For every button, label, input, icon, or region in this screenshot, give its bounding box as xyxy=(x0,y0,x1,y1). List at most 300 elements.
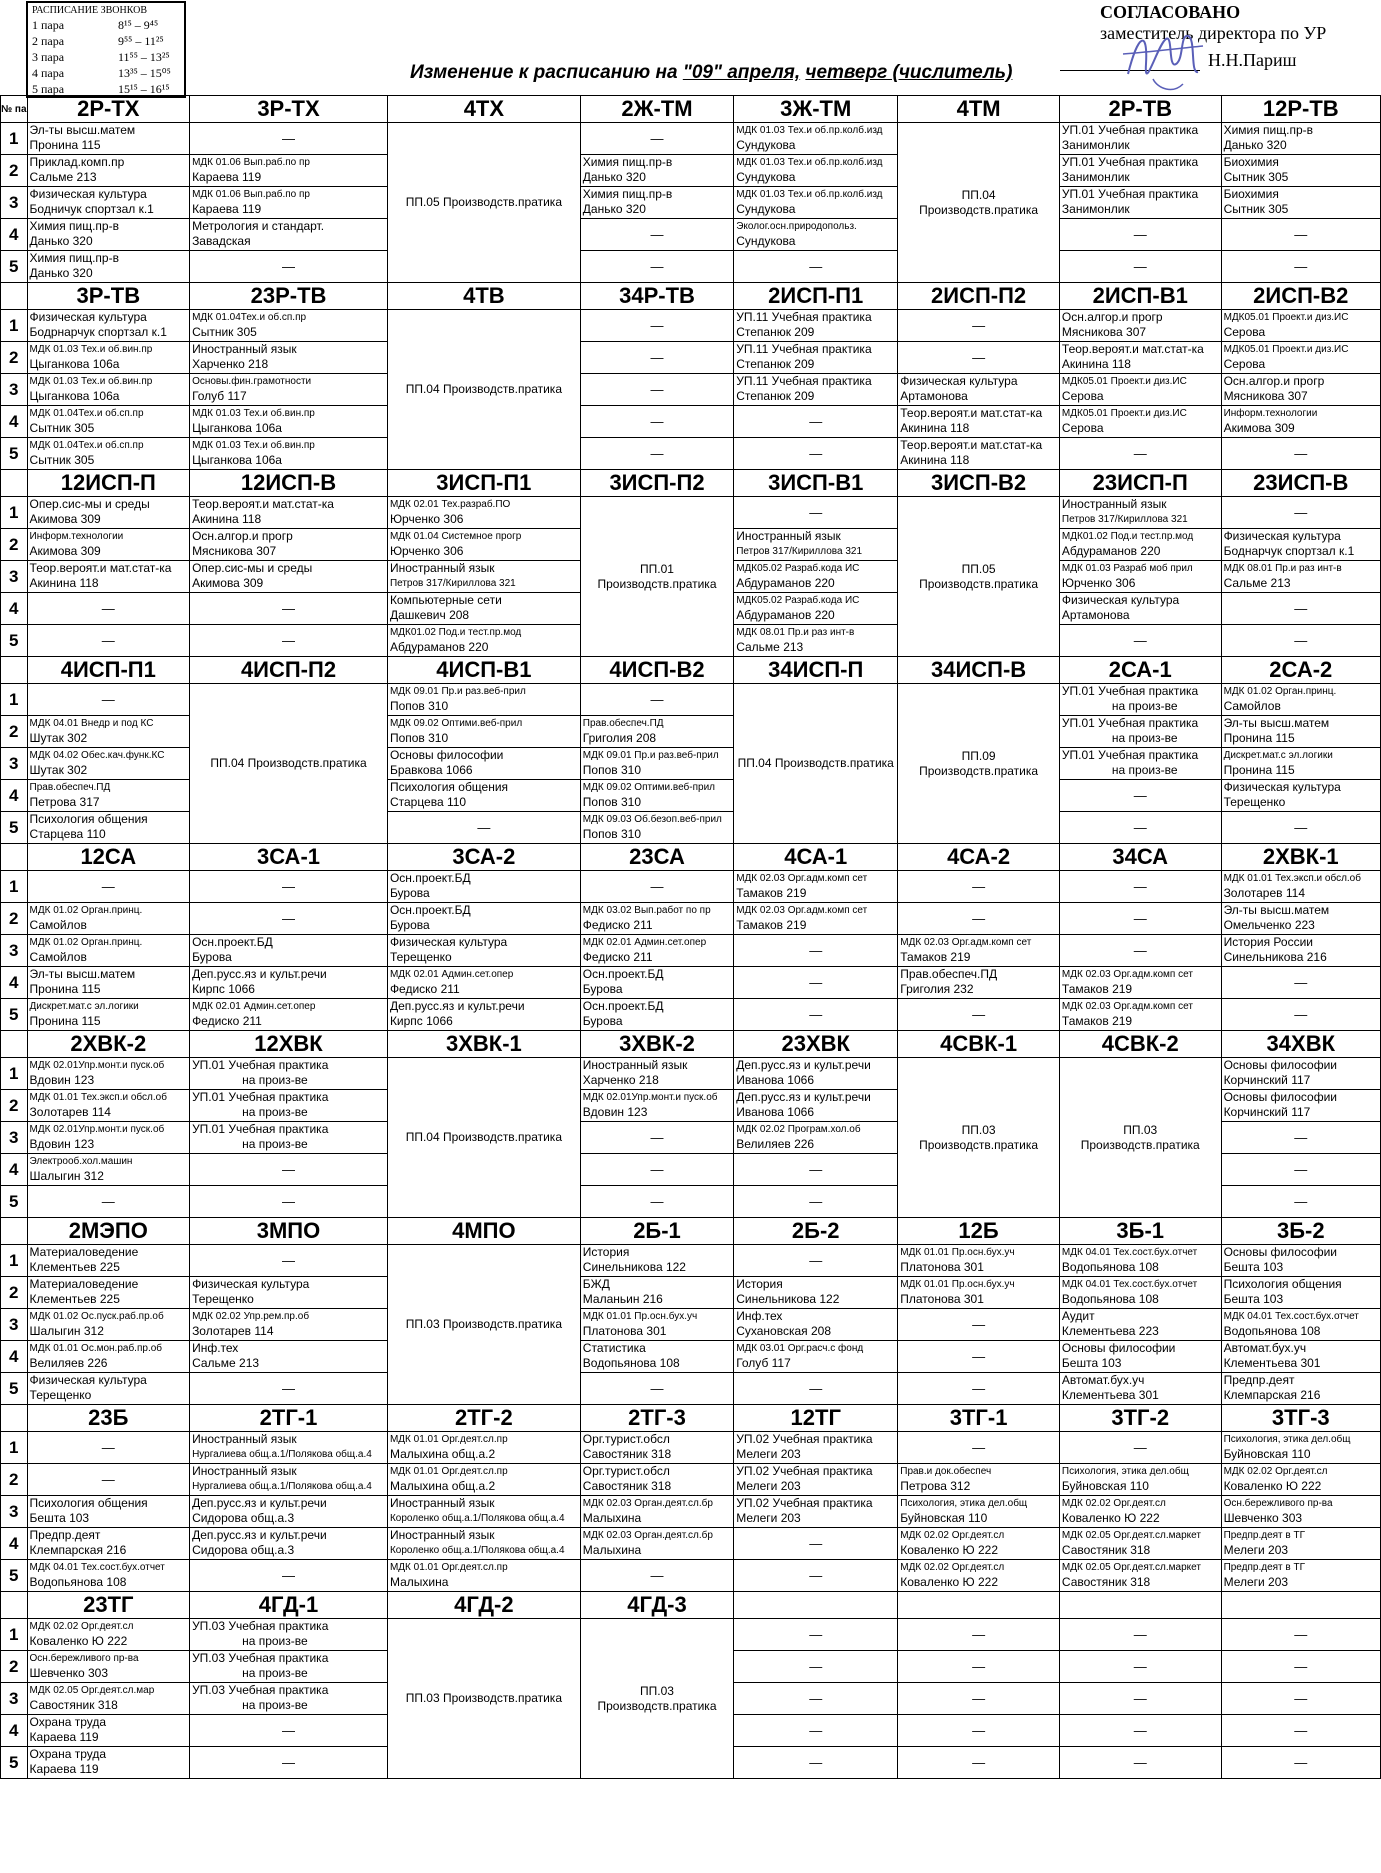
lesson-cell: МДК 02.01 Админ.сет.опер Федиско 211 xyxy=(387,967,580,999)
group-name: 3ТГ-1 xyxy=(898,1405,1060,1432)
pair-number: 5 xyxy=(1,1373,28,1405)
pair-number: 1 xyxy=(1,1432,28,1464)
lesson-cell: Прав.и док.обеспеч Петрова 312 xyxy=(898,1464,1060,1496)
lesson-cell: — xyxy=(580,406,733,438)
lesson-cell: Предпр.деят в ТГ Мелеги 203 xyxy=(1221,1560,1380,1592)
lesson-cell: УП.01 Учебная практика Занимонлик xyxy=(1059,123,1221,155)
group-name: 4ГД-2 xyxy=(387,1592,580,1619)
lesson-cell: УП.02 Учебная практика Мелеги 203 xyxy=(734,1464,898,1496)
group-name: 34ИСП-П xyxy=(734,657,898,684)
lesson-cell: — xyxy=(734,497,898,529)
lesson-cell: Психология общения Старцева 110 xyxy=(27,812,190,844)
lesson-cell: — xyxy=(898,1747,1060,1779)
lesson-cell: Теор.вероят.и мат.стат-ка Акинина 118 xyxy=(190,497,388,529)
lesson-cell: — xyxy=(580,684,733,716)
lesson-cell: УП.11 Учебная практика Степанюк 209 xyxy=(734,374,898,406)
lesson-cell: УП.11 Учебная практика Степанюк 209 xyxy=(734,342,898,374)
lesson-cell: УП.02 Учебная практика Мелеги 203 xyxy=(734,1432,898,1464)
lesson-row xyxy=(1,1432,1381,1464)
bell-time: 11⁵⁵ – 13²⁵ xyxy=(118,50,170,64)
group-name: 23ИСП-П xyxy=(1059,470,1221,497)
lesson-cell: Инф.тех Сальме 213 xyxy=(190,1341,388,1373)
pair-number: 5 xyxy=(1,812,28,844)
lesson-row xyxy=(1,187,1381,219)
pair-number: 3 xyxy=(1,1309,28,1341)
group-name: 23ТГ xyxy=(27,1592,190,1619)
lesson-cell: МДК05.01 Проект.и диз.ИС Серова xyxy=(1059,406,1221,438)
lesson-cell: МДК 02.03 Орг.адм.комп сет Тамаков 219 xyxy=(734,871,898,903)
lesson-cell: МДК 09.01 Пр.и раз.веб-прил Попов 310 xyxy=(580,748,733,780)
lesson-cell: — xyxy=(1059,219,1221,251)
group-name: 12СА xyxy=(27,844,190,871)
signature-mark xyxy=(1118,24,1208,98)
pair-number: 5 xyxy=(1,999,28,1031)
lesson-row xyxy=(1,374,1381,406)
lesson-cell: Физическая культура Артамонова xyxy=(898,374,1060,406)
bell-pair-number: 3 пара xyxy=(32,50,65,64)
pair-number: 4 xyxy=(1,967,28,999)
lesson-cell: МДК 01.01 Орг.деят.сл.пр Малыхина общ.а.2 xyxy=(387,1432,580,1464)
lesson-row xyxy=(1,967,1381,999)
group-name: 34СА xyxy=(1059,844,1221,871)
group-name: 3ИСП-В2 xyxy=(898,470,1060,497)
lesson-cell: МДК 01.01 Пр.осн.бух.уч Платонова 301 xyxy=(580,1309,733,1341)
lesson-cell: МДК 04.01 Тех.сост.бух.отчет Водопьянова 108 xyxy=(27,1560,190,1592)
group-name: 2СА-2 xyxy=(1221,657,1380,684)
lesson-cell: — xyxy=(1059,625,1221,657)
lesson-cell: Физическая культура Терещенко xyxy=(1221,780,1380,812)
pair-number: 3 xyxy=(1,1683,28,1715)
lesson-cell: — xyxy=(1221,1619,1380,1651)
pair-number: 5 xyxy=(1,1747,28,1779)
lesson-cell: УП.01 Учебная практика Занимонлик xyxy=(1059,187,1221,219)
lesson-cell: ПП.05 Производств.пратика xyxy=(898,497,1060,657)
group-name: 12ИСП-П xyxy=(27,470,190,497)
lesson-cell: — xyxy=(190,871,388,903)
group-name: 4СВК-1 xyxy=(898,1031,1060,1058)
lesson-row xyxy=(1,406,1381,438)
group-name: 4ИСП-В1 xyxy=(387,657,580,684)
lesson-cell: — xyxy=(1059,1715,1221,1747)
lesson-cell: УП.03 Учебная практика на произ-ве xyxy=(190,1619,388,1651)
group-name: 34ИСП-В xyxy=(898,657,1060,684)
pair-number: 3 xyxy=(1,187,28,219)
group-name xyxy=(898,1592,1060,1619)
lesson-cell: Осн.алгор.и прогр Мясникова 307 xyxy=(190,529,388,561)
lesson-cell: Прав.обеспеч.ПД Григолия 208 xyxy=(580,716,733,748)
lesson-cell: — xyxy=(734,1154,898,1186)
group-name: 2ИСП-П1 xyxy=(734,283,898,310)
lesson-cell: — xyxy=(734,1715,898,1747)
group-name: 3Р-ТХ xyxy=(190,96,388,123)
lesson-cell: — xyxy=(898,1309,1060,1341)
lesson-cell: — xyxy=(580,219,733,251)
lesson-cell: УП.01 Учебная практика на произ-ве xyxy=(1059,748,1221,780)
lesson-cell: — xyxy=(27,684,190,716)
lesson-cell: МДК 02.03 Орг.адм.комп сет Тамаков 219 xyxy=(1059,967,1221,999)
pair-number: 2 xyxy=(1,903,28,935)
lesson-cell: Химия пищ.пр-в Данько 320 xyxy=(580,187,733,219)
bell-row xyxy=(32,65,184,81)
bell-schedule xyxy=(26,1,186,98)
lesson-cell: — xyxy=(898,1341,1060,1373)
lesson-cell: Информ.технологии Акимова 309 xyxy=(27,529,190,561)
lesson-cell: Психология, этика дел.общ Буйновская 110 xyxy=(898,1496,1060,1528)
lesson-cell: Предпр.деят в ТГ Мелеги 203 xyxy=(1221,1528,1380,1560)
lesson-cell: МДК 02.02 Орг.деят.сл Коваленко Ю 222 xyxy=(1221,1464,1380,1496)
lesson-cell: МДК 02.01Упр.монт.и пуск.об Вдовин 123 xyxy=(27,1122,190,1154)
lesson-cell: МДК 01.03 Разраб моб прил Юрченко 306 xyxy=(1059,561,1221,593)
group-name xyxy=(734,1592,898,1619)
lesson-cell: МДК 03.01 Орг.расч.с фонд Голуб 117 xyxy=(734,1341,898,1373)
lesson-cell: Физическая культура Боднарчук спортзал к.1 xyxy=(1221,529,1380,561)
group-name: 23ХВК xyxy=(734,1031,898,1058)
group-name: 2МЭПО xyxy=(27,1218,190,1245)
lesson-cell: МДК05.02 Разраб.кода ИС Абдураманов 220 xyxy=(734,593,898,625)
group-name: 4СВК-2 xyxy=(1059,1031,1221,1058)
group-name: 2Ж-ТМ xyxy=(580,96,733,123)
lesson-cell: МДК 02.05 Орг.деят.сл.мар Савостяник 318 xyxy=(27,1683,190,1715)
lesson-cell: Основы философии Бешта 103 xyxy=(1059,1341,1221,1373)
pair-number: 3 xyxy=(1,1496,28,1528)
lesson-cell: Физическая культура Терещенко xyxy=(27,1373,190,1405)
lesson-cell: МДК 02.01 Тех.разраб.ПО Юрченко 306 xyxy=(387,497,580,529)
group-name: 2ТГ-3 xyxy=(580,1405,733,1432)
pair-number: 2 xyxy=(1,716,28,748)
lesson-cell: Приклад.комп.пр Сальме 213 xyxy=(27,155,190,187)
lesson-cell: Основы философии Корчинский 117 xyxy=(1221,1058,1380,1090)
lesson-row xyxy=(1,903,1381,935)
lesson-cell: МДК 01.02 Орган.принц. Самойлов xyxy=(1221,684,1380,716)
group-name: 3ИСП-В1 xyxy=(734,470,898,497)
lesson-cell: ПП.01 Производств.пратика xyxy=(580,497,733,657)
lesson-cell: ПП.03 Производств.пратика xyxy=(1059,1058,1221,1218)
lesson-cell: МДК 02.03 Орг.адм.комп сет Тамаков 219 xyxy=(734,903,898,935)
group-name: 3СА-1 xyxy=(190,844,388,871)
pair-number: 1 xyxy=(1,497,28,529)
group-name: 4ИСП-В2 xyxy=(580,657,733,684)
lesson-cell: МДК 01.04Тех.и об.сп.пр Сытник 305 xyxy=(190,310,388,342)
pair-number: 5 xyxy=(1,1186,28,1218)
lesson-row xyxy=(1,497,1381,529)
lesson-cell: УП.01 Учебная практика на произ-ве xyxy=(1059,684,1221,716)
lesson-cell: — xyxy=(734,1186,898,1218)
lesson-cell: Осн.алгор.и прогр Мясникова 307 xyxy=(1221,374,1380,406)
lesson-cell: — xyxy=(1221,812,1380,844)
lesson-cell: УП.03 Учебная практика на произ-ве xyxy=(190,1683,388,1715)
lesson-cell: МДК 01.02 Ос.пуск.раб.пр.об Шалыгин 312 xyxy=(27,1309,190,1341)
lesson-cell: — xyxy=(580,1560,733,1592)
pair-number: 1 xyxy=(1,871,28,903)
lesson-row xyxy=(1,684,1381,716)
group-name: 4ТВ xyxy=(387,283,580,310)
lesson-cell: — xyxy=(580,438,733,470)
lesson-cell: Физическая культура Терещенко xyxy=(190,1277,388,1309)
bell-time: 15¹⁵ – 16¹⁵ xyxy=(118,82,170,96)
lesson-cell: — xyxy=(1221,625,1380,657)
lesson-cell: Иностранный язык Нургалиева общ.а.1/Полякова общ.а.4 xyxy=(190,1432,388,1464)
lesson-row xyxy=(1,1341,1381,1373)
lesson-cell: Автомат.бух.уч Клементьева 301 xyxy=(1221,1341,1380,1373)
group-name: 12ТГ xyxy=(734,1405,898,1432)
lesson-cell: — xyxy=(898,999,1060,1031)
group-name: 3ИСП-П2 xyxy=(580,470,733,497)
group-name: 3Б-1 xyxy=(1059,1218,1221,1245)
lesson-cell: Иностранный язык Петров 317/Кириллова 321 xyxy=(734,529,898,561)
lesson-cell: МДК 02.01 Админ.сет.опер Федиско 211 xyxy=(190,999,388,1031)
pair-number: 4 xyxy=(1,406,28,438)
bell-row xyxy=(32,49,184,65)
group-header-row xyxy=(1,1218,1381,1245)
pair-number: 5 xyxy=(1,438,28,470)
lesson-cell: МДК 02.01Упр.монт.и пуск.об Вдовин 123 xyxy=(27,1058,190,1090)
title-date: "09" апреля, xyxy=(682,62,801,83)
lesson-cell: ПП.05 Производств.пратика xyxy=(387,123,580,283)
pair-number: 2 xyxy=(1,342,28,374)
lesson-cell: МДК 09.01 Пр.и раз.веб-прил Попов 310 xyxy=(387,684,580,716)
lesson-cell: Орг.турист.обсл Савостяник 318 xyxy=(580,1464,733,1496)
lesson-cell: Основы.фин.грамотности Голуб 117 xyxy=(190,374,388,406)
lesson-cell: — xyxy=(1221,1683,1380,1715)
lesson-cell: Информ.технологии Акимова 309 xyxy=(1221,406,1380,438)
lesson-cell: Иностранный язык Короленко общ.а.1/Полякова общ.а.4 xyxy=(387,1496,580,1528)
lesson-cell: МДК 02.03 Орган.деят.сл.бр Малыхина xyxy=(580,1496,733,1528)
group-name: 3Р-ТВ xyxy=(27,283,190,310)
lesson-cell: МДК 02.03 Орг.адм.комп сет Тамаков 219 xyxy=(1059,999,1221,1031)
approval-subtitle: заместитель директора по УР xyxy=(1100,23,1327,43)
page-title xyxy=(410,62,1012,84)
lesson-cell: История Синельникова 122 xyxy=(734,1277,898,1309)
lesson-cell: — xyxy=(1059,1651,1221,1683)
group-name: 3ХВК-1 xyxy=(387,1031,580,1058)
group-name: 4ГД-1 xyxy=(190,1592,388,1619)
group-name: 12Б xyxy=(898,1218,1060,1245)
lesson-cell: — xyxy=(1221,497,1380,529)
lesson-cell: — xyxy=(190,123,388,155)
group-header-row xyxy=(1,1031,1381,1058)
lesson-cell: — xyxy=(1221,438,1380,470)
pair-number: 3 xyxy=(1,935,28,967)
lesson-cell: Основы философии Корчинский 117 xyxy=(1221,1090,1380,1122)
pair-number-header xyxy=(1,283,28,310)
pair-number: 5 xyxy=(1,251,28,283)
group-name: 3Б-2 xyxy=(1221,1218,1380,1245)
pair-number: 2 xyxy=(1,155,28,187)
lesson-row xyxy=(1,438,1381,470)
lesson-cell: Иностранный язык Петров 317/Кириллова 321 xyxy=(387,561,580,593)
lesson-cell: Осн.проект.БД Бурова xyxy=(387,871,580,903)
lesson-row xyxy=(1,1245,1381,1277)
lesson-row xyxy=(1,342,1381,374)
pair-number: 1 xyxy=(1,684,28,716)
lesson-cell: Опер.сис-мы и среды Акимова 309 xyxy=(27,497,190,529)
lesson-cell: — xyxy=(734,438,898,470)
group-name: 23Б xyxy=(27,1405,190,1432)
lesson-cell: МДК 01.03 Тех.и об.вин.пр Цыганкова 106а xyxy=(27,342,190,374)
lesson-cell: — xyxy=(898,310,1060,342)
lesson-cell: — xyxy=(1221,967,1380,999)
lesson-cell: Предпр.деят Клемпарская 216 xyxy=(27,1528,190,1560)
group-name: 4ТМ xyxy=(898,96,1060,123)
lesson-cell: Физическая культура Бодрнарчук спортзал к.1 xyxy=(27,310,190,342)
pair-number-header xyxy=(1,844,28,871)
lesson-cell: МДК05.01 Проект.и диз.ИС Серова xyxy=(1221,310,1380,342)
lesson-cell: — xyxy=(1059,438,1221,470)
lesson-cell: — xyxy=(898,1715,1060,1747)
lesson-cell: — xyxy=(734,999,898,1031)
pair-number: 3 xyxy=(1,561,28,593)
lesson-cell: УП.11 Учебная практика Степанюк 209 xyxy=(734,310,898,342)
pair-number: 1 xyxy=(1,1245,28,1277)
group-name: 23СА xyxy=(580,844,733,871)
lesson-cell: МДК 01.01 Орг.деят.сл.пр Малыхина xyxy=(387,1560,580,1592)
group-name: 2ИСП-П2 xyxy=(898,283,1060,310)
lesson-cell: Иностранный язык Нургалиева общ.а.1/Полякова общ.а.4 xyxy=(190,1464,388,1496)
pair-number: 1 xyxy=(1,310,28,342)
lesson-cell: ПП.03 Производств.пратика xyxy=(580,1619,733,1779)
lesson-cell: — xyxy=(580,123,733,155)
lesson-cell: МДК 01.03 Тех.и об.вин.пр Цыганкова 106а xyxy=(190,406,388,438)
lesson-cell: Иностранный язык Харченко 218 xyxy=(190,342,388,374)
group-name: 4МПО xyxy=(387,1218,580,1245)
lesson-cell: Автомат.бух.уч Клементьева 301 xyxy=(1059,1373,1221,1405)
group-name: 3ТГ-2 xyxy=(1059,1405,1221,1432)
lesson-cell: — xyxy=(1221,1186,1380,1218)
lesson-cell: — xyxy=(190,1154,388,1186)
lesson-cell: МДК01.02 Под.и тест.пр.мод Абдураманов 220 xyxy=(387,625,580,657)
lesson-cell: Осн.бережливого пр-ва Шевченко 303 xyxy=(1221,1496,1380,1528)
lesson-cell: — xyxy=(734,1683,898,1715)
lesson-cell: МДК05.02 Разраб.кода ИС Абдураманов 220 xyxy=(734,561,898,593)
lesson-row xyxy=(1,155,1381,187)
group-name: 3ХВК-2 xyxy=(580,1031,733,1058)
group-header-row xyxy=(1,844,1381,871)
bell-time: 8¹⁵ – 9⁴⁵ xyxy=(118,18,159,32)
group-name: 2СА-1 xyxy=(1059,657,1221,684)
group-name: 12Р-ТВ xyxy=(1221,96,1380,123)
lesson-cell: МДК 01.03 Тех.и об.пр.колб.изд Сундукова xyxy=(734,187,898,219)
lesson-cell: Эл-ты высш.матем Пронина 115 xyxy=(27,123,190,155)
lesson-cell: — xyxy=(898,903,1060,935)
lesson-cell: МДК 02.03 Орг.адм.комп сет Тамаков 219 xyxy=(898,935,1060,967)
pair-number-header xyxy=(1,1218,28,1245)
lesson-cell: МДК 01.03 Тех.и об.вин.пр Цыганкова 106а xyxy=(27,374,190,406)
pair-number: 5 xyxy=(1,1560,28,1592)
group-name: 12ХВК xyxy=(190,1031,388,1058)
lesson-cell: МДК 04.01 Тех.сост.бух.отчет Водопьянова 108 xyxy=(1059,1277,1221,1309)
approver-name: Н.Н.Париш xyxy=(1208,50,1297,70)
lesson-cell: МДК01.02 Под.и тест.пр.мод Абдураманов 220 xyxy=(1059,529,1221,561)
lesson-cell: МДК 01.01 Тех.эксп.и обсл.об Золотарев 114 xyxy=(27,1090,190,1122)
lesson-cell: ПП.04 Производств.пратика xyxy=(898,123,1060,283)
lesson-cell: — xyxy=(190,593,388,625)
lesson-cell: Психология, этика дел.общ Буйновская 110 xyxy=(1059,1464,1221,1496)
lesson-cell: — xyxy=(190,903,388,935)
lesson-cell: МДК 02.01 Админ.сет.опер Федиско 211 xyxy=(580,935,733,967)
group-name: 4ТХ xyxy=(387,96,580,123)
lesson-cell: МДК05.01 Проект.и диз.ИС Серова xyxy=(1059,374,1221,406)
lesson-cell: — xyxy=(734,967,898,999)
lesson-cell: Инф.тех Сухановская 208 xyxy=(734,1309,898,1341)
pair-number: 2 xyxy=(1,529,28,561)
group-name: 4ГД-3 xyxy=(580,1592,733,1619)
lesson-cell: — xyxy=(1059,871,1221,903)
lesson-cell: — xyxy=(734,406,898,438)
pair-number-header: № па xyxy=(1,96,28,123)
lesson-cell: — xyxy=(898,1651,1060,1683)
lesson-cell: Теор.вероят.и мат.стат-ка Акинина 118 xyxy=(898,438,1060,470)
lesson-cell: Деп.русс.яз и культ.речи Кирпс 1066 xyxy=(387,999,580,1031)
lesson-cell: МДК 04.01 Внедр и под КС Шутак 302 xyxy=(27,716,190,748)
lesson-cell: — xyxy=(580,1154,733,1186)
lesson-cell: Психология, этика дел.общ Буйновская 110 xyxy=(1221,1432,1380,1464)
lesson-cell: — xyxy=(580,1122,733,1154)
group-name: 2Р-ТВ xyxy=(1059,96,1221,123)
lesson-cell: — xyxy=(898,1683,1060,1715)
lesson-cell: Компьютерные сети Дашкевич 208 xyxy=(387,593,580,625)
lesson-cell: Дискрет.мат.с эл.логики Пронина 115 xyxy=(1221,748,1380,780)
lesson-cell: — xyxy=(734,1245,898,1277)
lesson-cell: МДК 02.02 Орг.деят.сл Коваленко Ю 222 xyxy=(1059,1496,1221,1528)
lesson-cell: Электрооб.хол.машин Шалыгин 312 xyxy=(27,1154,190,1186)
bell-pair-number: 4 пара xyxy=(32,66,65,80)
pair-number: 1 xyxy=(1,123,28,155)
lesson-cell: ПП.04 Производств.пратика xyxy=(190,684,388,844)
lesson-cell: Химия пищ.пр-в Данько 320 xyxy=(1221,123,1380,155)
lesson-row xyxy=(1,1619,1381,1651)
lesson-cell: МДК 03.02 Вып.работ по пр Федиско 211 xyxy=(580,903,733,935)
lesson-cell: Деп.русс.яз и культ.речи Сидорова общ.а.3 xyxy=(190,1496,388,1528)
pair-number: 4 xyxy=(1,780,28,812)
lesson-cell: УП.01 Учебная практика на произ-ве xyxy=(190,1058,388,1090)
lesson-cell: — xyxy=(1221,1122,1380,1154)
lesson-cell: — xyxy=(1059,1432,1221,1464)
pair-number: 4 xyxy=(1,1528,28,1560)
bell-pair-number: 5 пара xyxy=(32,82,65,96)
lesson-row xyxy=(1,310,1381,342)
approval-title: СОГЛАСОВАНО xyxy=(1100,2,1241,22)
lesson-cell: Охрана труда Караева 119 xyxy=(27,1715,190,1747)
group-header-row xyxy=(1,470,1381,497)
lesson-cell: МДК 01.04Тех.и об.сп.пр Сытник 305 xyxy=(27,438,190,470)
lesson-row xyxy=(1,1464,1381,1496)
lesson-cell: БЖД Маланьин 216 xyxy=(580,1277,733,1309)
lesson-cell: МДК 01.01 Ос.мон.раб.пр.об Велиляев 226 xyxy=(27,1341,190,1373)
lesson-row xyxy=(1,1496,1381,1528)
lesson-cell: МДК 09.02 Оптими.веб-прил Попов 310 xyxy=(387,716,580,748)
lesson-cell: — xyxy=(580,251,733,283)
lesson-cell: Осн.проект.БД Бурова xyxy=(190,935,388,967)
lesson-cell: МДК 02.03 Орган.деят.сл.бр Малыхина xyxy=(580,1528,733,1560)
lesson-cell: — xyxy=(1221,251,1380,283)
lesson-cell: — xyxy=(898,1373,1060,1405)
lesson-cell: ПП.09 Производств.пратика xyxy=(898,684,1060,844)
timetable xyxy=(0,95,1381,1779)
lesson-cell: МДК 09.03 Об.безоп.веб-прил Попов 310 xyxy=(580,812,733,844)
lesson-cell: — xyxy=(734,1528,898,1560)
lesson-cell: МДК 08.01 Пр.и раз инт-в Сальме 213 xyxy=(734,625,898,657)
lesson-cell: — xyxy=(580,871,733,903)
lesson-cell: Основы философии Бешта 103 xyxy=(1221,1245,1380,1277)
lesson-cell: — xyxy=(898,1619,1060,1651)
group-name: 2Б-1 xyxy=(580,1218,733,1245)
lesson-cell: — xyxy=(734,1651,898,1683)
lesson-cell: МДК 02.05 Орг.деят.сл.маркет Савостяник 318 xyxy=(1059,1528,1221,1560)
lesson-cell: — xyxy=(1059,780,1221,812)
group-name: 2Б-2 xyxy=(734,1218,898,1245)
lesson-cell: Психология общения Бешта 103 xyxy=(27,1496,190,1528)
group-header-row xyxy=(1,283,1381,310)
